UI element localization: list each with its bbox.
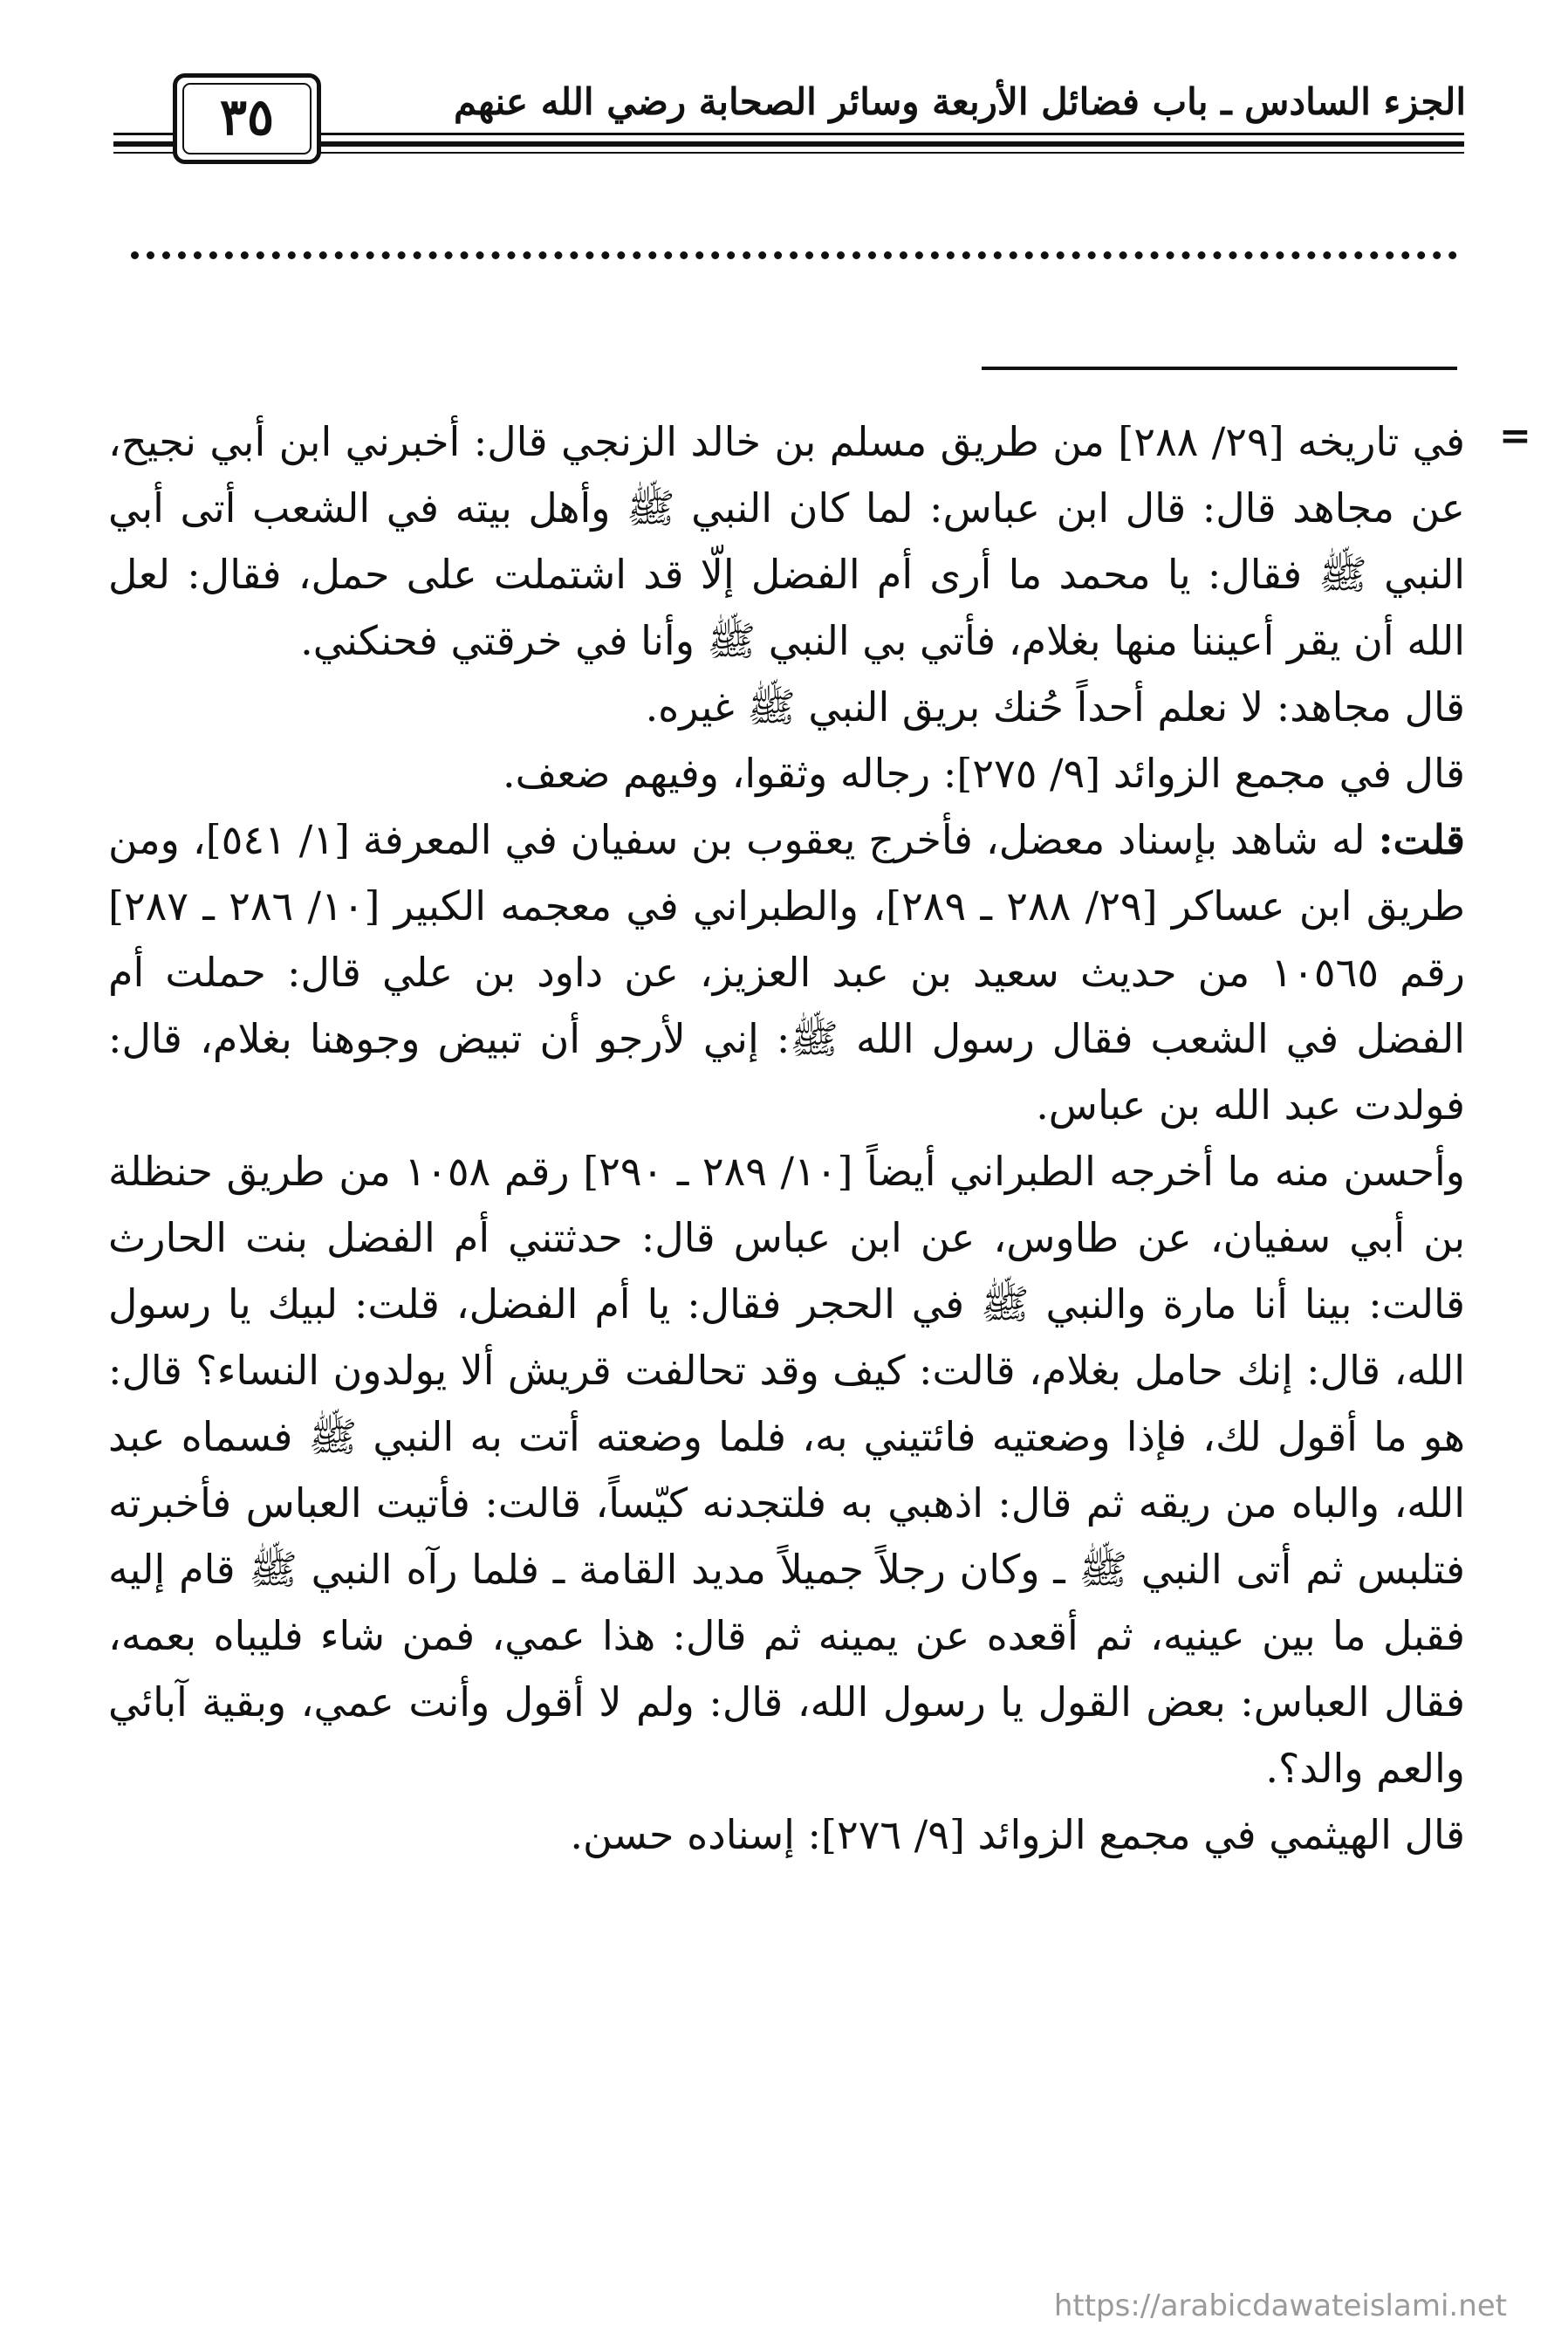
footnote-paragraph	[108, 806, 1465, 1138]
watermark-url: https://arabicdawateislami.net	[1053, 2288, 1507, 2323]
page-number: ٣٥	[219, 87, 275, 147]
footnote-paragraph: في تاريخه [٢٩/ ٢٨٨] من طريق مسلم بن خالد الزنجي قال: أخبرني ابن أبي نجيح، عن مجاهد قال: قال ابن عباس: لما كان النبي ﷺ وأهل بيته في الشعب أتى أبي النبي ﷺ فقال: يا محمد ما أرى أم الفضل إلّا قد اشتملت على حمل، فقال: لعل الله أن يقر أعيننا منها بغلام، فأتي بي النبي ﷺ وأنا في خرقتي فحنكني.	[108, 418, 1465, 664]
page-number-frame	[173, 73, 321, 164]
footnote-rule	[982, 367, 1457, 370]
footnote-paragraph: قال مجاهد: لا نعلم أحداً حُنك بريق النبي ﷺ غيره.	[645, 683, 1465, 731]
dotted-separator	[131, 251, 1457, 259]
footnote-paragraph-text: له شاهد بإسناد معضل، فأخرج يعقوب بن سفيان في المعرفة [١/ ٥٤١]، ومن طريق ابن عساكر [٢٩/ ٢٨٨ ـ ٢٨٩]، والطبراني في معجمه الكبير [١٠/ ٢٨٦ ـ ٢٨٧] رقم ١٠٥٦٥ من حديث سعيد بن عبد العزيز، عن داود بن علي قال: حملت أم الفضل في الشعب فقال رسول الله ﷺ: إني لأرجو أن تبيض وجوهنا بغلام، قال: فولدت عبد الله بن عباس.	[108, 816, 1465, 1129]
footnote-lead-word: قلت:	[1378, 816, 1465, 863]
footnote-text	[108, 408, 1465, 1868]
footnote-paragraph: قال الهيثمي في مجمع الزوائد [٩/ ٢٧٦]: إسناده حسن.	[570, 1811, 1465, 1858]
footnote-paragraph: وأحسن منه ما أخرجه الطبراني أيضاً [١٠/ ٢٨٩ ـ ٢٩٠] رقم ١٠٥٨ من طريق حنظلة بن أبي سفيان، عن طاوس، عن ابن عباس قال: حدثتني أم الفضل بنت الحارث قالت: بينا أنا مارة والنبي ﷺ في الحجر فقال: يا أم الفضل، قلت: لبيك يا رسول الله، قال: إنك حامل بغلام، قالت: كيف وقد تحالفت قريش ألا يولدون النساء؟ قال: هو ما أقول لك، فإذا وضعتيه فائتيني به، فلما وضعته أتت به النبي ﷺ فسماه عبد الله، والباه من ريقه ثم قال: اذهبي به فلتجدنه كيّساً، قالت: فأتيت العباس فأخبرته فتلبس ثم أتى النبي ﷺ ـ وكان رجلاً جميلاً مديد القامة ـ فلما رآه النبي ﷺ قام إليه فقبل ما بين عينيه، ثم أقعده عن يمينه ثم قال: هذا عمي، فمن شاء فليباه بعمه، فقال العباس: بعض القول يا رسول الله، قال: ولم لا أقول وأنت عمي، وبقية آبائي والعم والد؟.	[108, 1148, 1465, 1792]
running-header-title: الجزء السادس ـ باب فضائل الأربعة وسائر الصحابة رضي الله عنهم	[454, 80, 1466, 123]
footnote-paragraph: قال في مجمع الزوائد [٩/ ٢٧٥]: رجاله وثقوا، وفيهم ضعف.	[502, 750, 1465, 797]
footnote-continuation-mark: =	[1499, 414, 1531, 458]
